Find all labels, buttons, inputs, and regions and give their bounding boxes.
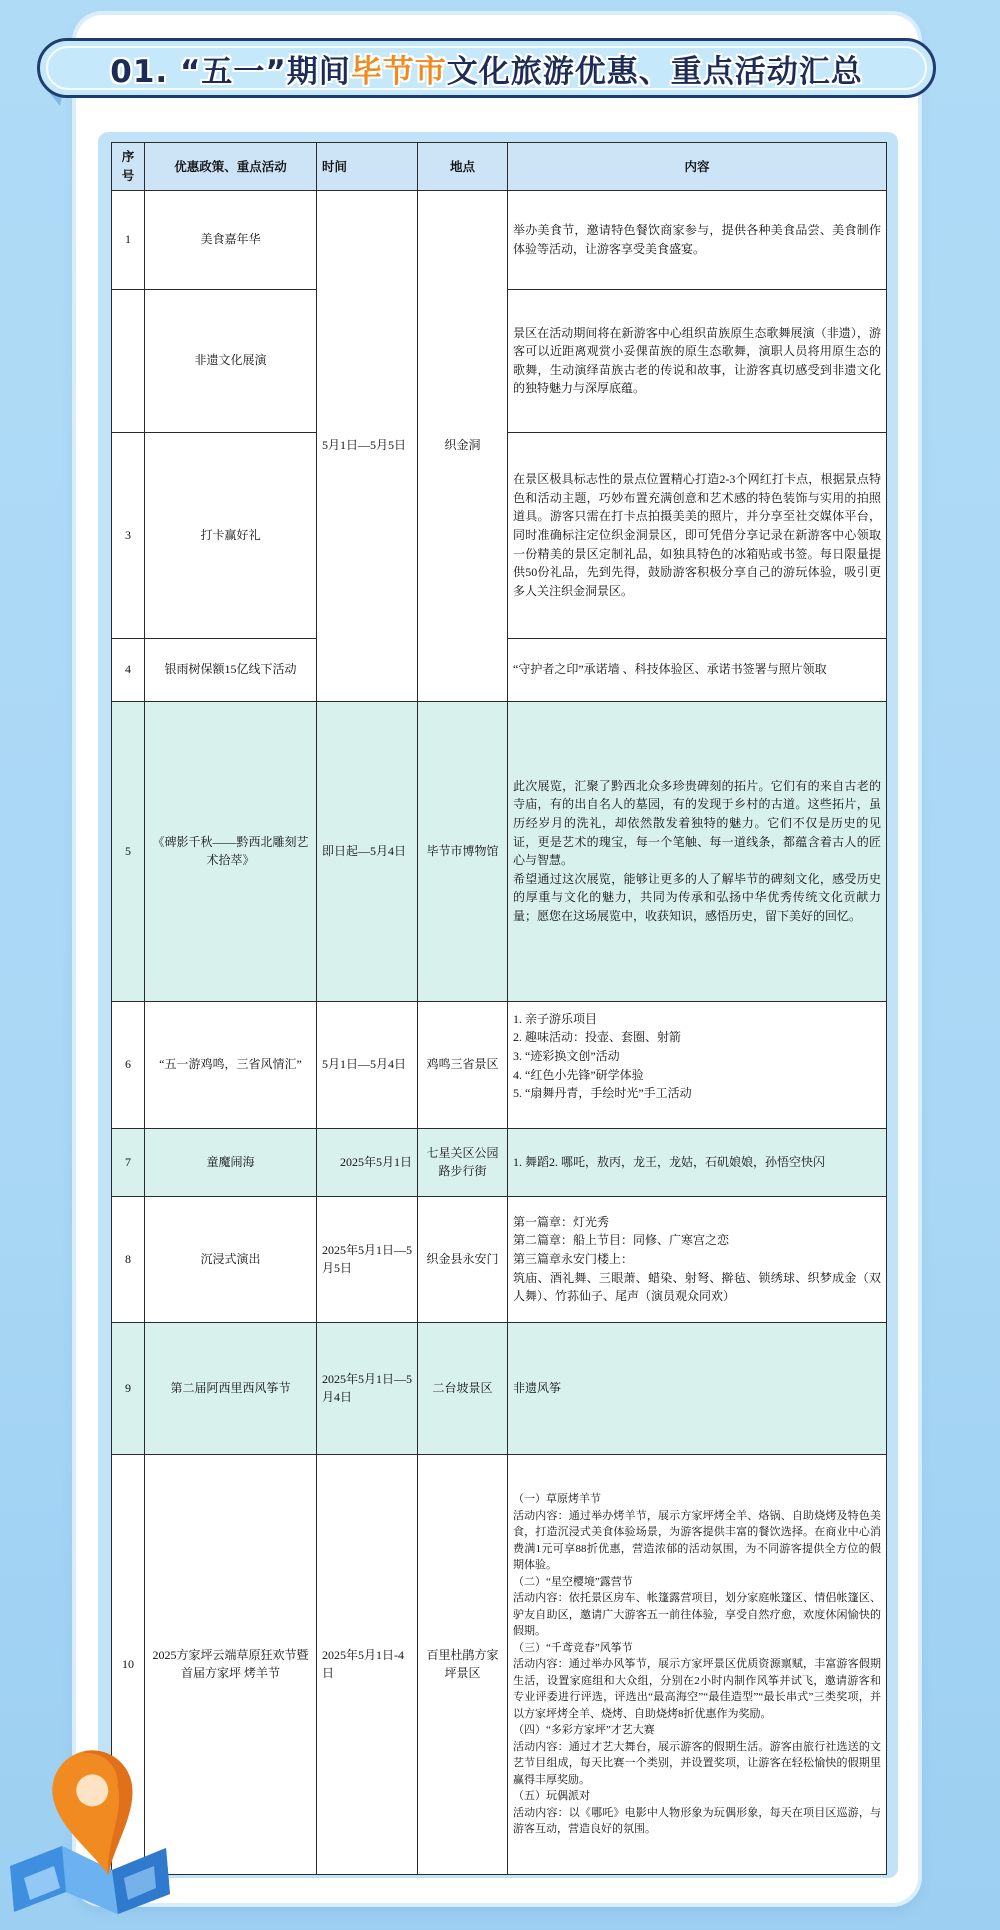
row-number: 5: [112, 701, 145, 1001]
activity-name: 童魔闹海: [145, 1128, 317, 1196]
activity-name: “五一游鸡鸣，三省风情汇”: [145, 1001, 317, 1128]
table-row: [112, 701, 887, 1001]
table-row: [112, 1128, 887, 1196]
activity-name: 沉浸式演出: [145, 1196, 317, 1322]
activity-content: （一）草原烤羊节 活动内容：通过举办烤羊节，展示方家坪烤全羊、烙锅、自助烧烤及特色美食，打造沉浸式美食体验场景，为游客提供丰富的餐饮选择。在商业中心消费满1元可享88折优惠，营造浓郁的活动氛围，为不同游客提供全方位的假期体验。 （二）“星空樱境”露营节 活动内容：依托景区房车、帐篷露营项目，划分家庭帐篷区、情侣帐篷区、驴友自助区，邀请广大游客五一前往体验，享受自然疗愈，欢度休闲愉快的假期。 （三）“千鸢竞春”风筝节 活动内容：通过举办风筝节，展示方家坪景区优质资源禀赋，丰富游客假期生活，设置家庭组和大众组，分别在2小时内制作风筝并试飞，邀请游客和专业评委进行评选，评选出“最高海空”“最佳造型”“最长串式”三类奖项，并以方家坪烤全羊、烧烤、自助烧烤8折优惠作为奖励。 （四）“多彩方家坪”才艺大赛 活动内容：通过才艺大舞台，展示游客的假期生活。游客由旅行社选送的文艺节目组成，每天比赛一个类别，并设置奖项，让游客在轻松愉快的假期里赢得丰厚奖励。 （五）玩偶派对 活动内容：以《哪吒》电影中人物形象为玩偶形象，每天在项目区巡游，与游客互动，营造良好的氛围。: [508, 1454, 887, 1874]
activity-content: 1. 舞蹈2. 哪吒，敖丙，龙王，龙姑，石矶娘娘，孙悟空快闪: [508, 1128, 887, 1196]
activity-name: 美食嘉年华: [145, 190, 317, 289]
header-place: 地点: [418, 143, 508, 191]
activity-place: 织金洞: [418, 190, 508, 701]
activity-content: 在景区极具标志性的景点位置精心打造2-3个网红打卡点，根据景点特色和活动主题，巧妙布置充满创意和艺术感的特色装饰与实用的拍照道具。游客只需在打卡点拍摄美美的照片，并分享至社交媒体平台，同时准确标注定位织金洞景区，即可凭借分享记录在新游客中心领取一份精美的景区定制礼品，如独具特色的冰箱贴或书签。每日限量提供50份礼品，先到先得，鼓励游客积极分享自己的游玩体验，吸引更多人关注织金洞景区。: [508, 432, 887, 638]
row-number: 4: [112, 638, 145, 701]
header-no: 序号: [112, 143, 145, 191]
map-pin-icon: [4, 1738, 174, 1918]
row-number: 10: [112, 1454, 145, 1874]
table-row: [112, 1454, 887, 1874]
activity-place: 鸡鸣三省景区: [418, 1001, 508, 1128]
title-banner: [37, 38, 936, 98]
activity-name: 2025方家坪云端草原狂欢节暨首届方家坪 烤羊节: [145, 1454, 317, 1874]
activity-time: 2025年5月1日-4日: [317, 1454, 418, 1874]
activity-content: 第一篇章：灯光秀 第二篇章：船上节目：同修、广寒宫之恋 第三篇章永安门楼上： 筑庙、酒礼舞、三眼萧、蜡染、射弩、擀毡、锁绣球、织梦成金（双人舞）、竹荪仙子、尾声（演员观众同欢）: [508, 1196, 887, 1322]
row-number: 6: [112, 1001, 145, 1128]
activity-time: 5月1日—5月5日: [317, 190, 418, 701]
row-number: 7: [112, 1128, 145, 1196]
row-number: 1: [112, 190, 145, 289]
row-number: 8: [112, 1196, 145, 1322]
table-row: [112, 1196, 887, 1322]
activities-table: [111, 142, 887, 1875]
title-suffix: 文化旅游优惠、重点活动汇总: [446, 53, 863, 90]
activity-content: 1. 亲子游乐项目 2. 趣味活动：投壶、套圈、射箭 3. “迹彩换文创”活动 4. “红色小先锋”研学体验 5. “扇舞丹青，手绘时光”手工活动: [508, 1001, 887, 1128]
row-number: 3: [112, 432, 145, 638]
header-activity: 优惠政策、重点活动: [145, 143, 317, 191]
row-number: [112, 289, 145, 432]
page-title: [110, 46, 862, 91]
table-header-row: [112, 143, 887, 191]
activity-content: “守护者之印”承诺墙 、科技体验区、承诺书签署与照片领取: [508, 638, 887, 701]
activity-place: 七星关区公园路步行街: [418, 1128, 508, 1196]
activity-place: 毕节市博物馆: [418, 701, 508, 1001]
activity-name: 第二届阿西里西风筝节: [145, 1322, 317, 1454]
activity-name: 打卡赢好礼: [145, 432, 317, 638]
table-row: [112, 1322, 887, 1454]
activity-time: 即日起—5月4日: [317, 701, 418, 1001]
table-row: [112, 1001, 887, 1128]
title-prefix: 01. “五一”期间: [110, 53, 351, 90]
activity-content: 景区在活动期间将在新游客中心组织苗族原生态歌舞展演（非遗），游客可以近距离观赏小妥倮苗族的原生态歌舞，演职人员将用原生态的歌舞，生动演绎苗族古老的传说和故事，让游客真切感受到非遗文化的独特魅力与深厚底蕴。: [508, 289, 887, 432]
activity-place: 织金县永安门: [418, 1196, 508, 1322]
activity-name: 非遗文化展演: [145, 289, 317, 432]
activity-time: 2025年5月1日—5月4日: [317, 1322, 418, 1454]
header-time: 时间: [317, 143, 418, 191]
row-number: 9: [112, 1322, 145, 1454]
header-content: 内容: [508, 143, 887, 191]
folded-map-icon: [10, 1846, 170, 1914]
activity-place: 百里杜鹃方家坪景区: [418, 1454, 508, 1874]
activity-name: 银雨树保额15亿线下活动: [145, 638, 317, 701]
title-highlight-city: 毕节市: [350, 53, 447, 90]
activity-time: 5月1日—5月4日: [317, 1001, 418, 1128]
activity-time: 2025年5月1日: [317, 1128, 418, 1196]
activity-name: 《碑影千秋——黔西北雕刻艺术拾萃》: [145, 701, 317, 1001]
activity-content: 此次展览，汇聚了黔西北众多珍贵碑刻的拓片。它们有的来自古老的寺庙，有的出自名人的墓园，有的发现于乡村的古道。这些拓片，虽历经岁月的洗礼，却依然散发着独特的魅力。它们不仅是历史的见证，更是艺术的瑰宝，每一个笔触、每一道线条，都蕴含着古人的匠心与智慧。 希望通过这次展览，能够让更多的人了解毕节的碑刻文化，感受历史的厚重与文化的魅力，共同为传承和弘扬中华优秀传统文化贡献力量；愿您在这场展览中，收获知识，感悟历史，留下美好的回忆。: [508, 701, 887, 1001]
table-row: [112, 190, 887, 289]
activity-content: 举办美食节，邀请特色餐饮商家参与，提供各种美食品尝、美食制作体验等活动，让游客享受美食盛宴。: [508, 190, 887, 289]
activity-content: 非遗风筝: [508, 1322, 887, 1454]
activity-place: 二台坡景区: [418, 1322, 508, 1454]
activity-time: 2025年5月1日—5月5日: [317, 1196, 418, 1322]
